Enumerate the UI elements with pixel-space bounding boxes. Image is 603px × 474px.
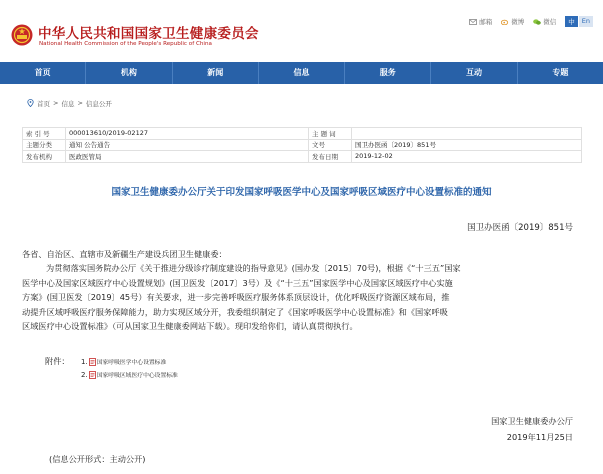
lang-english[interactable]: En — [579, 16, 593, 27]
index-number-label: 索 引 号 — [23, 128, 66, 140]
attachments-label: 附件： — [45, 356, 70, 366]
weibo-icon — [501, 19, 509, 25]
nav-information[interactable]: 信息 — [259, 62, 345, 84]
table-row — [23, 128, 582, 140]
lang-chinese[interactable]: 中 — [565, 16, 578, 27]
location-pin-icon — [27, 99, 34, 107]
document-icon — [89, 358, 96, 366]
site-header — [0, 0, 603, 62]
attachments — [45, 355, 178, 381]
doc-number-label: 文号 — [309, 139, 352, 151]
attachment-number: 2. — [81, 370, 88, 379]
body-line: 方案》(国卫医发〔2019〕45号）有关要求，进一步完善呼吸医疗服务体系顶层设计，优化呼吸医疗资源区域布局，推 — [22, 292, 450, 302]
nav-interaction[interactable]: 互动 — [431, 62, 517, 84]
mail-icon — [469, 19, 477, 25]
category-label: 主题分类 — [23, 139, 66, 151]
body-line: 为贯彻落实国务院办公厅《关于推进分级诊疗制度建设的指导意见》(国办发〔2015〕70号)，根据《“十三五”国家 — [46, 263, 461, 273]
table-row — [23, 139, 582, 151]
attachment-row — [45, 355, 178, 368]
top-link-mail[interactable] — [469, 17, 492, 26]
breadcrumb-separator: > — [77, 99, 83, 107]
site-subtitle: National Health Commission of the People's Republic of China — [39, 41, 212, 47]
nav-topics[interactable]: 专题 — [552, 68, 569, 77]
wechat-icon — [533, 19, 541, 25]
top-link-weibo[interactable] — [501, 17, 524, 26]
publish-date-value: 2019-12-02 — [352, 151, 582, 163]
document-title: 国家卫生健康委办公厅关于印发国家呼吸医学中心及国家呼吸区域医疗中心设置标准的通知 — [111, 187, 492, 198]
body-line: 区域医疗中心设置标准》（可从国家卫生健康委网站下载）。现印发给你们，请认真贯彻执行。 — [22, 321, 358, 331]
document-body — [22, 261, 584, 334]
attachment-link-2[interactable]: 国家呼吸区域医疗中心设置标准 — [96, 373, 178, 379]
signoff-date: 2019年11月25日 — [506, 432, 573, 442]
breadcrumb-disclosure[interactable]: 信息公开 — [85, 99, 112, 108]
top-link-label: 邮箱 — [479, 18, 493, 26]
body-line: 医学中心及国家区域医疗中心设置规划》(国卫医发〔2017〕3号）及《“十三五”国家医学中心及国家区域医疗中心实施 — [22, 277, 453, 288]
breadcrumb-information[interactable]: 信息 — [61, 99, 75, 108]
site-title[interactable]: 中华人民共和国国家卫生健康委员会 — [38, 26, 259, 42]
index-number-value: 000013610/2019-02127 — [66, 128, 309, 140]
document-icon — [89, 371, 96, 379]
category-value: 通知 公告通告 — [66, 139, 309, 151]
nav-services[interactable]: 服务 — [345, 62, 431, 84]
top-links — [469, 16, 593, 27]
body-line: 动提升区域呼吸医疗服务保障能力，助力实现区域分开，我委组织制定了《国家呼吸医学中心设置标准》和《国家呼吸 — [22, 306, 448, 317]
national-emblem-icon[interactable] — [11, 24, 33, 46]
keywords-label: 主 题 词 — [309, 128, 352, 140]
publish-date-label: 发布日期 — [309, 151, 352, 163]
document-info-table — [22, 127, 582, 163]
top-link-wechat[interactable] — [533, 17, 556, 26]
table-row — [23, 151, 582, 163]
attachment-row — [45, 368, 178, 381]
breadcrumb-separator: > — [53, 99, 59, 107]
nav-home[interactable]: 首页 — [0, 62, 86, 84]
top-link-label: 微博 — [511, 18, 525, 26]
nav-news[interactable]: 新闻 — [173, 62, 259, 84]
language-switch — [565, 16, 593, 27]
breadcrumb — [0, 96, 603, 110]
top-link-label: 微信 — [543, 18, 557, 26]
attachment-number: 1. — [81, 357, 88, 366]
main-nav — [0, 62, 603, 84]
document-number: 国卫办医函〔2019〕851号 — [467, 223, 573, 233]
signoff-organization: 国家卫生健康委办公厅 — [491, 416, 573, 426]
publisher-value: 医政医管局 — [66, 151, 309, 163]
document-salutation: 各省、自治区、直辖市及新疆生产建设兵团卫生健康委： — [22, 249, 227, 259]
publisher-label: 发布机构 — [23, 151, 66, 163]
keywords-value — [352, 128, 582, 140]
attachment-link-1[interactable]: 国家呼吸医学中心设置标准 — [96, 360, 167, 366]
doc-number-value: 国卫办医函〔2019〕851号 — [352, 139, 582, 151]
disclosure-form: (信息公开形式：主动公开) — [49, 454, 146, 464]
breadcrumb-home[interactable]: 首页 — [37, 99, 50, 108]
nav-institutions[interactable]: 机构 — [86, 62, 172, 84]
